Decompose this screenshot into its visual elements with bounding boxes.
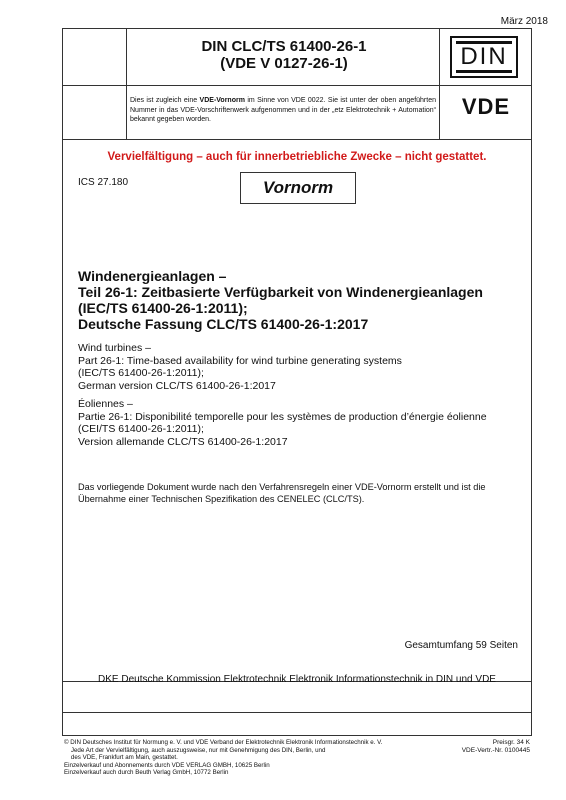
title-fr-line: Éoliennes – <box>78 398 133 410</box>
status-badge: Vornorm <box>240 172 356 204</box>
title-en-line: Part 26-1: Time-based availability for wind turbine generating systems <box>78 354 402 367</box>
dke-line: DKE Deutsche Kommission Elektrotechnik Elektronik Informationstechnik in DIN und VDE <box>98 674 496 685</box>
copyright-line: © DIN Deutsches Institut für Normung e. V. und VDE Verband der Elektrotechnik Elektronik Informationstechnik e. V. <box>64 739 383 746</box>
din-logo <box>450 36 518 78</box>
title-fr-line: (CEI/TS 61400-26-1:2011); <box>78 423 204 435</box>
title-fr-line: Version allemande CLC/TS 61400-26-1:2017 <box>78 435 288 448</box>
total-pages: Gesamtumfang 59 Seiten <box>404 640 518 651</box>
title-english <box>78 342 518 392</box>
note-bold: VDE-Vornorm <box>199 97 245 104</box>
note-divider <box>63 139 531 140</box>
copy-warning: Vervielfältigung – auch für innerbetriebliche Zwecke – nicht gestattet. <box>107 151 487 163</box>
right-column-divider <box>439 29 440 139</box>
doc-code-din: DIN CLC/TS 61400-26-1 <box>201 38 367 55</box>
title-fr-line: Partie 26-1: Disponibilité temporelle pour les systèmes de production d’énergie éolienne <box>78 410 487 423</box>
title-de-line: (IEC/TS 61400-26-1:2011); <box>78 300 248 316</box>
note-prefix: Dies ist zugleich eine <box>130 97 200 104</box>
note-rest: im Sinne von VDE 0022. Sie ist unter der oben angeführten Nummer in das VDE-Vorschriftenwerk aufgenommen und in der „etz Elektrotechnik + Automation“ bekannt gegeben worden. <box>130 97 436 123</box>
preface-text: Das vorliegende Dokument wurde nach den Verfahrensregeln einer VDE-Vornorm erstellt und ist die Übernahme einer Technischen Spezifikation des CENELEC (CLC/TS). <box>78 482 486 504</box>
title-german <box>78 268 518 332</box>
price-group: Preisgr. 34 K <box>492 739 530 746</box>
order-number: VDE-Vertr.-Nr. 0100445 <box>461 746 530 754</box>
left-column-divider <box>126 29 127 139</box>
doc-code-vde: (VDE V 0127-26-1) <box>220 55 348 72</box>
copyright-line: Jede Art der Vervielfältigung, auch auszugsweise, nur mit Genehmigung des DIN, Berlin, und <box>64 746 326 754</box>
title-de-line: Teil 26-1: Zeitbasierte Verfügbarkeit von Windenergieanlagen <box>78 284 483 300</box>
dke-divider-bottom <box>63 712 531 713</box>
title-french <box>78 398 518 448</box>
title-de-line: Windenergieanlagen – <box>78 268 227 284</box>
ics-code: ICS 27.180 <box>78 177 129 188</box>
din-logo-bar-bottom <box>456 70 512 73</box>
header-divider <box>63 85 531 86</box>
title-en-line: (IEC/TS 61400-26-1:2011); <box>78 367 204 379</box>
title-de-line: Deutsche Fassung CLC/TS 61400-26-1:2017 <box>78 316 369 332</box>
vde-note <box>130 96 436 125</box>
copyright-line: Einzelverkauf und Abonnements durch VDE VERLAG GMBH, 10625 Berlin <box>64 761 270 769</box>
copyright-footer <box>64 739 444 777</box>
copyright-line: Einzelverkauf auch durch Beuth Verlag GmbH, 10772 Berlin <box>64 769 229 777</box>
vde-logo: VDE <box>461 94 511 119</box>
title-en-line: Wind turbines – <box>78 342 151 354</box>
copyright-line: des VDE, Frankfurt am Main, gestattet. <box>64 754 178 762</box>
din-logo-text: DIN <box>460 43 508 70</box>
publication-date: März 2018 <box>500 16 548 27</box>
price-info <box>462 739 530 755</box>
title-en-line: German version CLC/TS 61400-26-1:2017 <box>78 379 276 392</box>
document-code <box>130 38 438 72</box>
